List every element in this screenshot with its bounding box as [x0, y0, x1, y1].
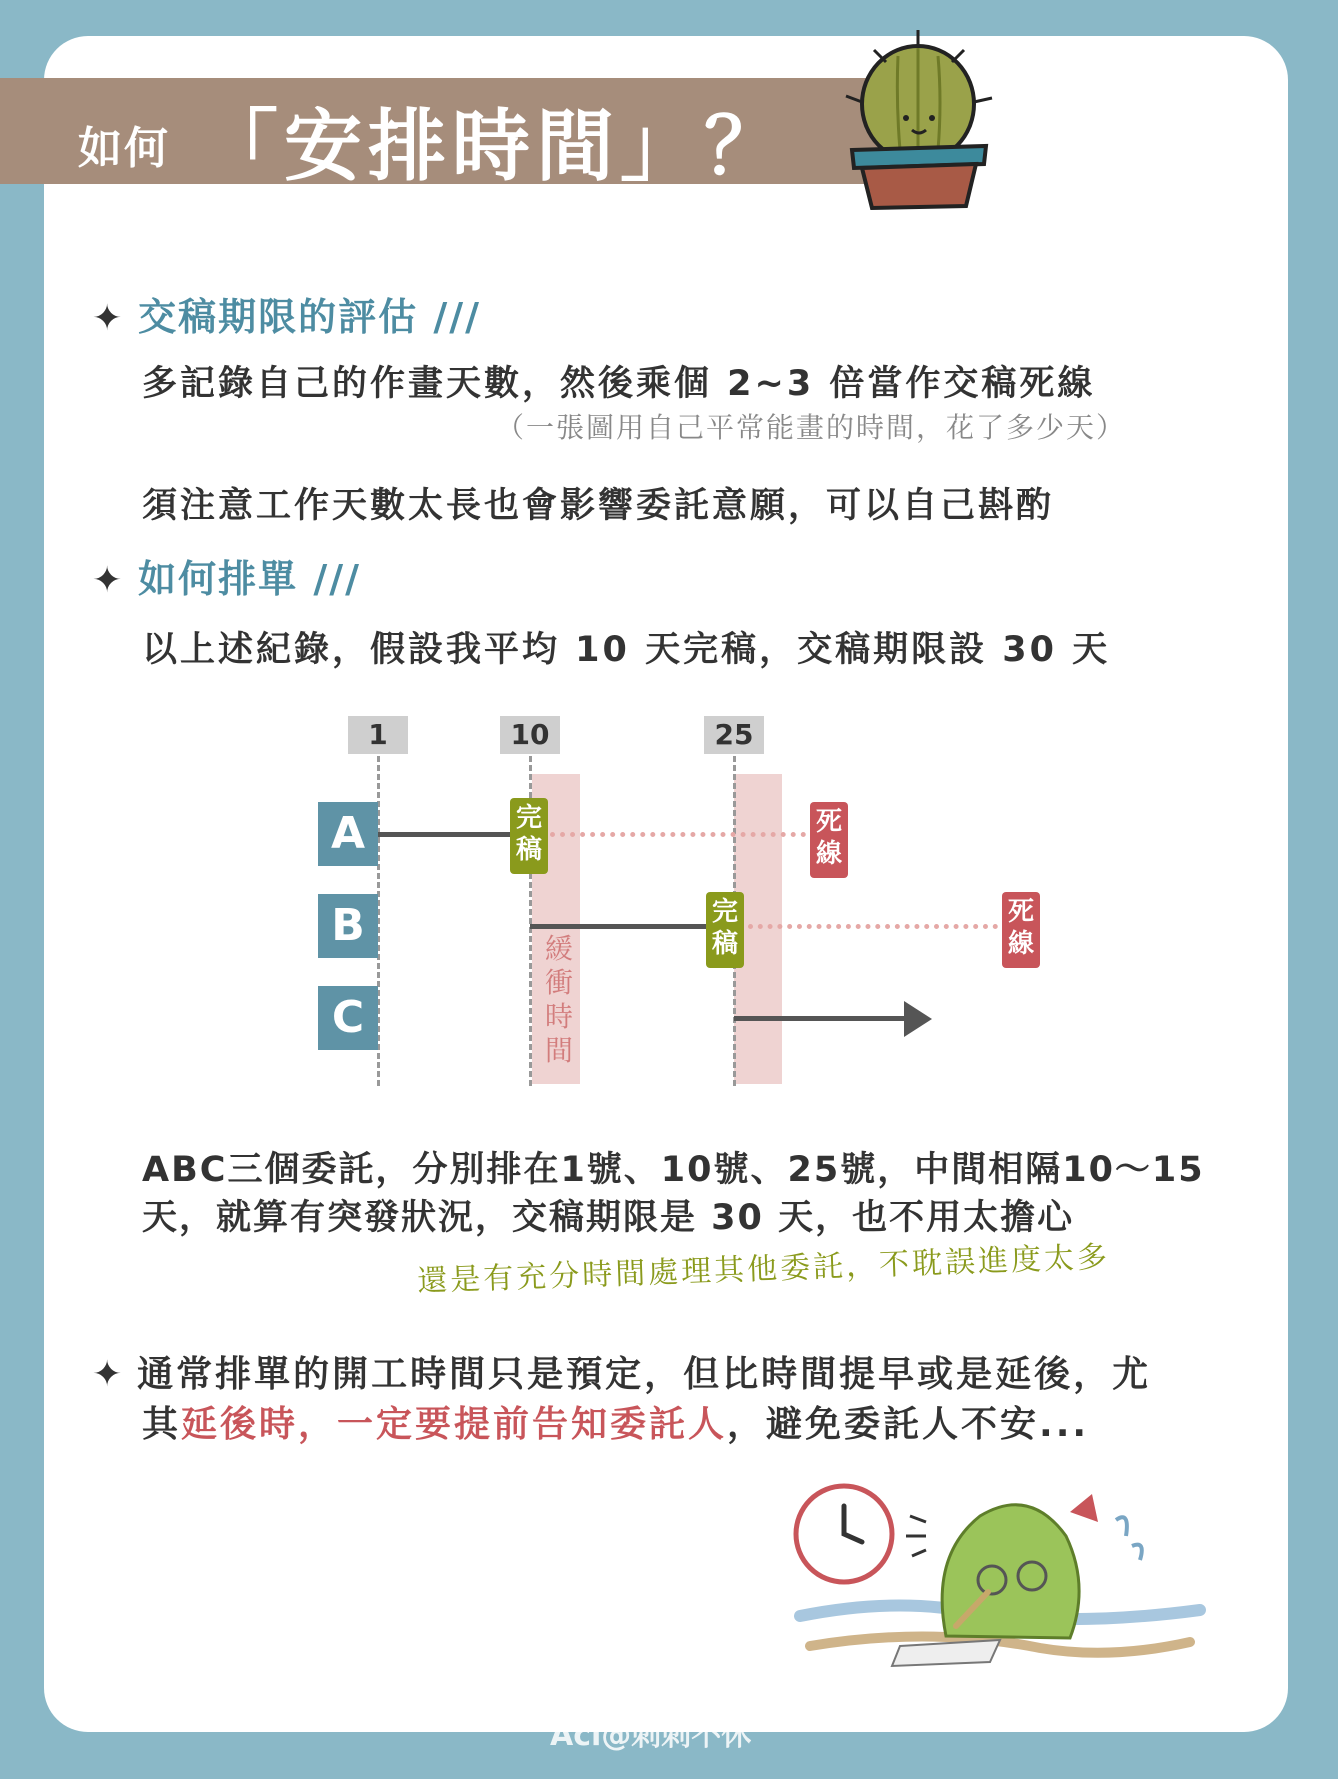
task-bar-a — [378, 832, 512, 837]
author-watermark: Aci@刺刺不休 — [550, 1718, 752, 1753]
row-label-b: B — [318, 894, 378, 958]
section-heading-text: 交稿期限的評估 /// — [138, 295, 482, 339]
task-bar-b — [530, 924, 708, 929]
title-prefix: 如何 — [78, 123, 170, 174]
buffer-char: 衝 — [544, 966, 573, 999]
day-marker-10: 10 — [500, 716, 560, 754]
section-heading-deadline — [92, 286, 481, 341]
deadline-char: 線 — [815, 839, 842, 869]
scheduling-assumption: 以上述紀錄，假設我平均 10 天完稿，交稿期限設 30 天 — [142, 630, 1111, 670]
done-tag-b — [706, 892, 744, 968]
clock-icon — [796, 1486, 892, 1582]
done-char: 完 — [711, 897, 738, 927]
buffer-char: 間 — [544, 1034, 573, 1067]
deadline-tag-a — [810, 802, 848, 878]
worried-cactus-icon — [780, 1476, 1210, 1676]
day-marker-1: 1 — [348, 716, 408, 754]
buffer-char: 時 — [544, 1000, 573, 1033]
task-bar-c — [734, 1016, 906, 1021]
postponement-highlight: 延後時，一定要提前告知委託人 — [181, 1404, 728, 1445]
done-char: 完 — [515, 803, 542, 833]
buffer-time-label — [542, 932, 576, 1068]
explanation-line-2: 天，就算有突發狀況，交稿期限是 30 天，也不用太擔心 — [142, 1198, 1075, 1238]
postponement-text-1: 通常排單的開工時間只是預定，但比時間提早或是延後，尤 — [137, 1354, 1152, 1395]
done-char: 稿 — [711, 929, 738, 959]
postponement-text-2: 其 — [142, 1404, 182, 1445]
tip-handwritten: 還是有充分時間處理其他委託，不耽誤進度太多 — [416, 1239, 1111, 1300]
arrow-right-icon — [904, 1001, 932, 1037]
section-heading-text: 如何排單 /// — [138, 557, 362, 601]
row-label-c: C — [318, 986, 378, 1050]
deadline-tip-2: 須注意工作天數太長也會影響委託意願，可以自己斟酌 — [142, 486, 1055, 526]
deadline-tag-b — [1002, 892, 1040, 968]
done-tag-a — [510, 798, 548, 874]
deadline-char: 死 — [815, 807, 842, 837]
star-bullet-icon: ✦ — [92, 560, 125, 601]
deadline-gap-b — [748, 924, 998, 929]
star-bullet-icon: ✦ — [92, 1354, 126, 1395]
deadline-char: 死 — [1007, 897, 1034, 927]
postponement-text-3: ，避免委託人不安... — [727, 1404, 1090, 1445]
postponement-note — [92, 1350, 1242, 1450]
row-label-a: A — [318, 802, 378, 866]
deadline-note: （一張圖用自己平常能畫的時間，花了多少天） — [496, 411, 1127, 444]
cactus-mascot-icon — [826, 22, 1006, 212]
deadline-gap-a — [550, 832, 806, 837]
section-heading-scheduling — [92, 548, 361, 603]
buffer-char: 緩 — [544, 932, 573, 965]
done-char: 稿 — [515, 835, 542, 865]
deadline-char: 線 — [1007, 929, 1034, 959]
deadline-tip-1: 多記錄自己的作畫天數，然後乘個 2~3 倍當作交稿死線 — [142, 364, 1096, 404]
explanation-line-1: ABC三個委託，分別排在1號、10號、25號，中間相隔10～15 — [142, 1150, 1205, 1190]
star-bullet-icon: ✦ — [92, 298, 125, 339]
postponement-line-2 — [92, 1400, 1242, 1450]
day-marker-25: 25 — [704, 716, 764, 754]
page-title: 「安排時間」？ — [200, 102, 789, 192]
